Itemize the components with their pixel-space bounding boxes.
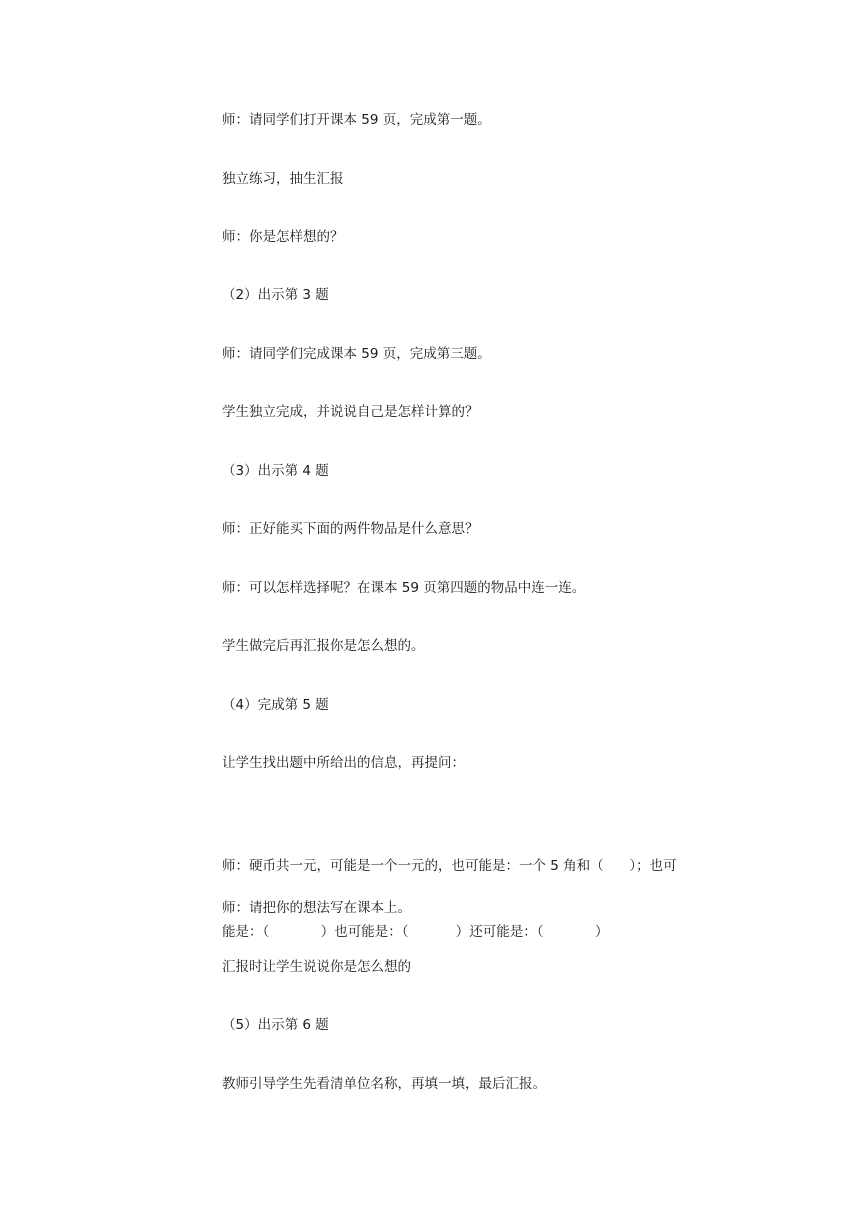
paragraph-6: 学生独立完成，并说说自己是怎样计算的？ — [222, 404, 479, 420]
paragraph-5: 师：请同学们完成课本 59 页，完成第三题。 — [222, 346, 491, 362]
paragraph-9: 师：可以怎样选择呢？在课本 59 页第四题的物品中连一连。 — [222, 580, 586, 596]
paragraph-4: （2）出示第 3 题 — [222, 287, 329, 303]
paragraph-1: 师：请同学们打开课本 59 页，完成第一题。 — [222, 112, 491, 128]
paragraph-15: 汇报时让学生说说你是怎么想的 — [222, 959, 411, 975]
paragraph-14: 师：请把你的想法写在课本上。 — [222, 900, 411, 916]
paragraph-13-line-2: 能是：（ ）也可能是：（ ）还可能是：（ ） — [222, 924, 609, 940]
paragraph-12: 让学生找出题中所给出的信息，再提问： — [222, 755, 465, 771]
paragraph-2: 独立练习，抽生汇报 — [222, 171, 344, 187]
paragraph-13-line-1: 师：硬币共一元，可能是一个一元的，也可能是：一个 5 角和（ ）；也可 — [222, 858, 677, 874]
paragraph-17: 教师引导学生先看清单位名称，再填一填，最后汇报。 — [222, 1076, 546, 1092]
paragraph-11: （4）完成第 5 题 — [222, 697, 329, 713]
paragraph-10: 学生做完后再汇报你是怎么想的。 — [222, 638, 425, 654]
paragraph-3: 师：你是怎样想的？ — [222, 229, 344, 245]
paragraph-16: （5）出示第 6 题 — [222, 1017, 329, 1033]
paragraph-8: 师：正好能买下面的两件物品是什么意思？ — [222, 521, 479, 537]
paragraph-7: （3）出示第 4 题 — [222, 463, 329, 479]
